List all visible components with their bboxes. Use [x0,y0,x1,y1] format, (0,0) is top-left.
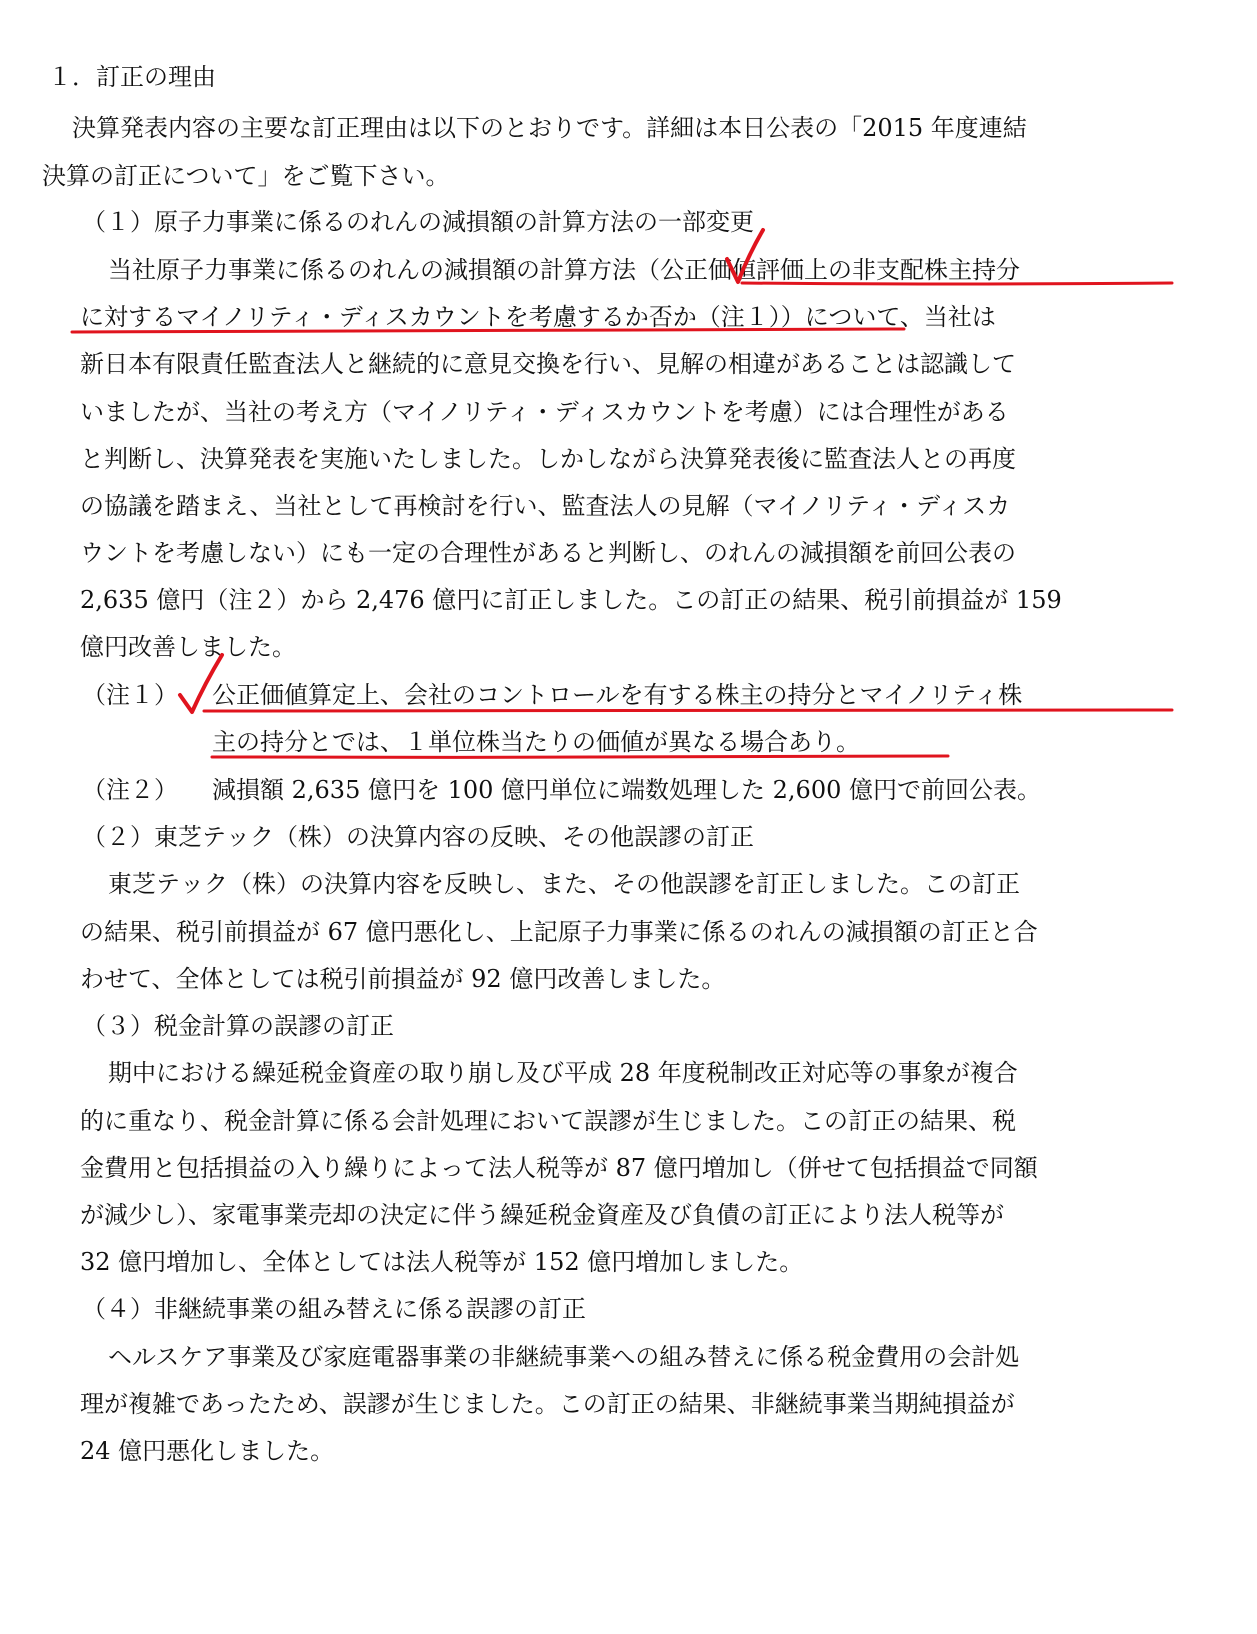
item1-body-line-5: と判断し、決算発表を実施いたしました。しかしながら決算発表後に監査法人との再度 [80,445,1016,473]
item2-body-line-1: 東芝テック（株）の決算内容を反映し、また、その他誤謬を訂正しました。この訂正 [108,870,1020,898]
item1-body-line-9: 億円改善しました。 [80,633,296,661]
section-heading: １．訂正の理由 [48,63,216,91]
item3-body-line-4: が減少し）、家電事業売却の決定に伴う繰延税金資産及び負債の訂正により法人税等が [80,1201,1004,1229]
item1-body-line-7: ウントを考慮しない）にも一定の合理性があると判断し、のれんの減損額を前回公表の [80,539,1016,567]
item1-body-line-4: いましたが、当社の考え方（マイノリティ・ディスカウントを考慮）には合理性がある [80,398,1009,426]
underline-note1-line1 [204,710,1172,711]
note2-text: 減損額 2,635 億円を 100 億円単位に端数処理した 2,600 億円で前回公表。 [212,776,1041,804]
note1-line-2: 主の持分とでは、１単位株当たりの価値が異なる場合あり。 [212,728,860,756]
item4-body-line-2: 理が複雑であったため、誤謬が生じました。この訂正の結果、非継続事業当期純損益が [80,1390,1015,1418]
intro-line-1: 決算発表内容の主要な訂正理由は以下のとおりです。詳細は本日公表の「2015 年度連結 [72,114,1027,142]
item3-heading: （３）税金計算の誤謬の訂正 [82,1012,394,1040]
note1-line-1: 公正価値算定上、会社のコントロールを有する株主の持分とマイノリティ株 [212,681,1023,709]
item1-body-line-2: に対するマイノリティ・ディスカウントを考慮するか否か（注１））について、当社は [80,303,996,331]
item4-body-line-3: 24 億円悪化しました。 [80,1437,335,1465]
item3-body-line-1: 期中における繰延税金資産の取り崩し及び平成 28 年度税制改正対応等の事象が複合 [108,1059,1018,1087]
item1-body-line-1: 当社原子力事業に係るのれんの減損額の計算方法（公正価値評価上の非支配株主持分 [108,256,1020,284]
item3-body-line-5: 32 億円増加し、全体としては法人税等が 152 億円増加しました。 [80,1248,804,1276]
item1-body-line-6: の協議を踏まえ、当社として再検討を行い、監査法人の見解（マイノリティ・ディスカ [80,492,1011,520]
item4-heading: （４）非継続事業の組み替えに係る誤謬の訂正 [82,1295,586,1323]
note1-label: （注１） [82,681,178,709]
item4-body-line-1: ヘルスケア事業及び家庭電器事業の非継続事業への組み替えに係る税金費用の会計処 [108,1343,1020,1371]
item3-body-line-3: 金費用と包括損益の入り繰りによって法人税等が 87 億円増加し（併せて包括損益で同額 [80,1154,1038,1182]
intro-line-2: 決算の訂正について」をご覧下さい。 [42,162,450,190]
item1-body-line-8: 2,635 億円（注２）から 2,476 億円に訂正しました。この訂正の結果、税引前損益が 159 [80,586,1062,614]
item3-body-line-2: 的に重なり、税金計算に係る会計処理において誤謬が生じました。この訂正の結果、税 [80,1107,1016,1135]
note2-label: （注２） [82,776,178,804]
item1-body-line-3: 新日本有限責任監査法人と継続的に意見交換を行い、見解の相違があることは認識して [80,350,1016,378]
item2-body-line-3: わせて、全体としては税引前損益が 92 億円改善しました。 [80,965,726,993]
item2-heading: （２）東芝テック（株）の決算内容の反映、その他誤謬の訂正 [82,823,754,851]
item2-body-line-2: の結果、税引前損益が 67 億円悪化し、上記原子力事業に係るのれんの減損額の訂正と合 [80,918,1038,946]
item1-heading: （１）原子力事業に係るのれんの減損額の計算方法の一部変更 [82,208,754,236]
